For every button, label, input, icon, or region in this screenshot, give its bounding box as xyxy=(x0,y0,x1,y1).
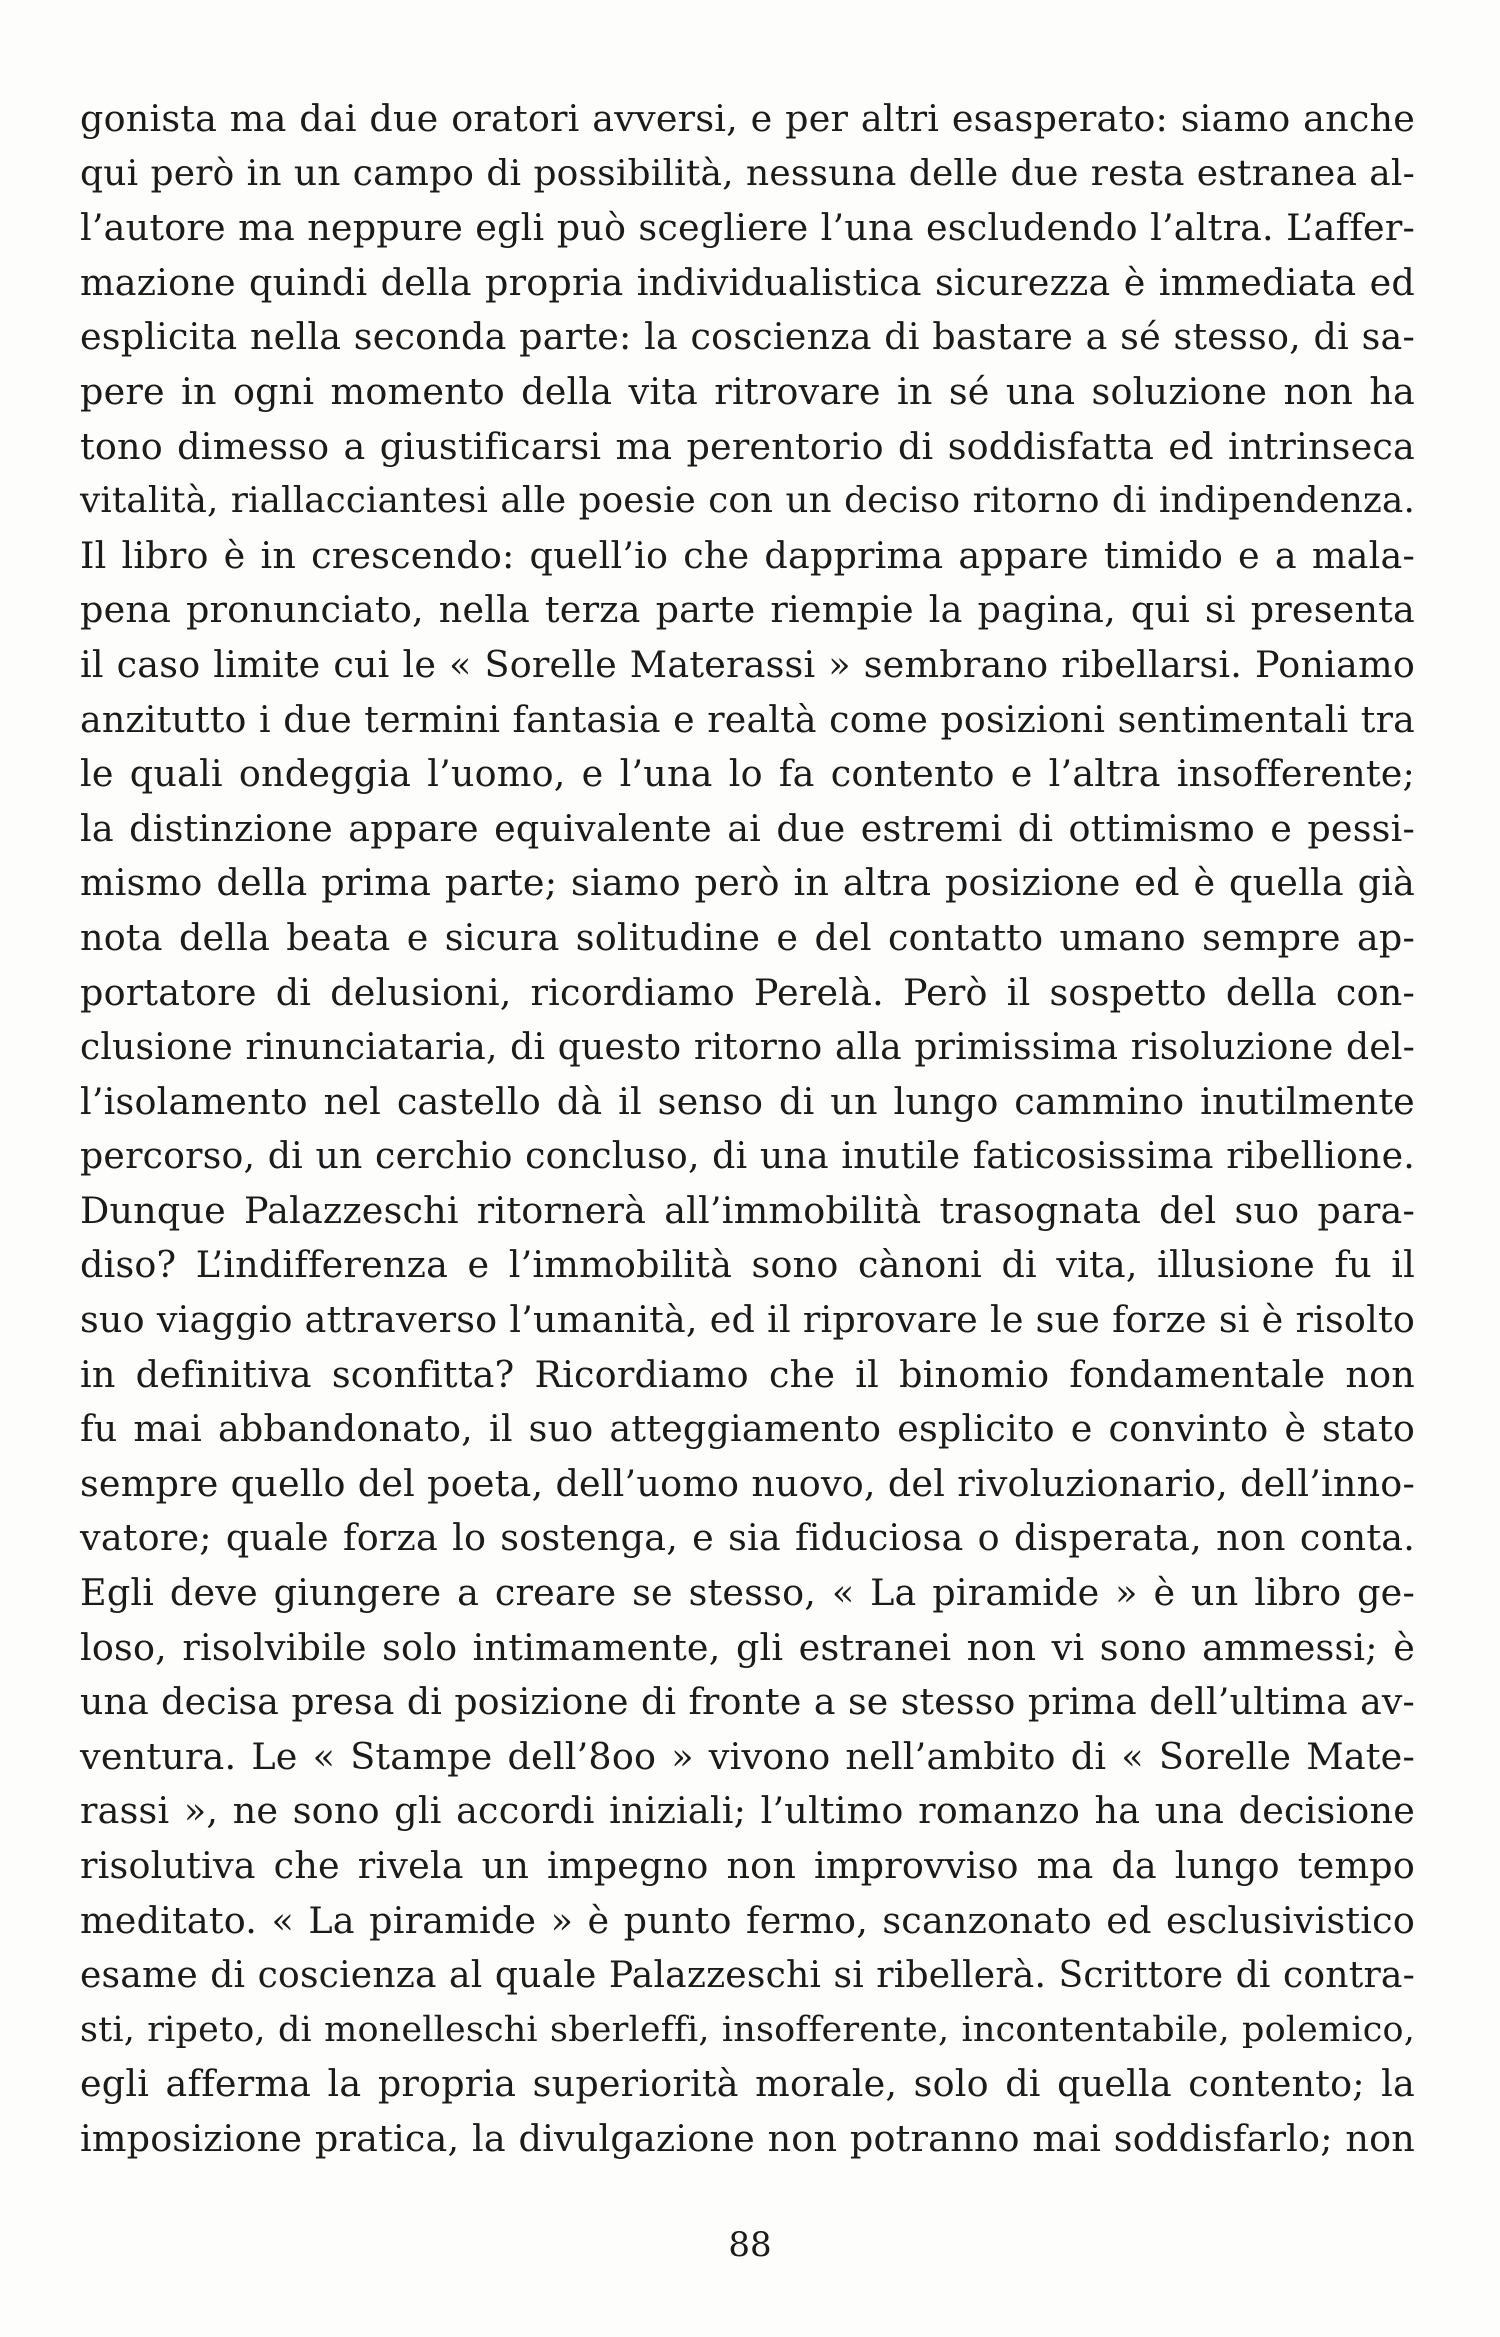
text-line: il caso limite cui le « Sorelle Materassi » sembrano ribellarsi. Poniamo xyxy=(80,642,1415,686)
text-line: fu mai abbandonato, il suo atteggiamento esplicito e convinto è stato xyxy=(80,1407,1415,1451)
text-line: mismo della prima parte; siamo però in altra posizione ed è quella già xyxy=(80,861,1415,905)
text-line: percorso, di un cerchio concluso, di una inutile faticosissima ribellione. xyxy=(80,1134,1415,1178)
text-line: vatore; quale forza lo sostenga, e sia fiduciosa o disperata, non conta. xyxy=(80,1516,1415,1560)
text-line: Egli deve giungere a creare se stesso, « La piramide » è un libro ge- xyxy=(80,1571,1415,1615)
text-line: meditato. « La piramide » è punto fermo, scanzonato ed esclusivistico xyxy=(80,1898,1415,1942)
text-line: portatore di delusioni, ricordiamo Perelà. Però il sospetto della con- xyxy=(80,970,1415,1014)
body-text xyxy=(80,92,1415,2167)
text-line: le quali ondeggia l’uomo, e l’una lo fa contento e l’altra insofferente; xyxy=(80,752,1415,796)
text-line: ventura. Le « Stampe dell’8oo » vivono nell’ambito di « Sorelle Mate- xyxy=(80,1734,1415,1778)
text-line: pena pronunciato, nella terza parte riempie la pagina, qui si presenta xyxy=(80,588,1415,632)
text-line: rassi », ne sono gli accordi iniziali; l’ultimo romanzo ha una decisione xyxy=(80,1789,1415,1833)
text-line: loso, risolvibile solo intimamente, gli estranei non vi sono ammessi; è xyxy=(80,1625,1415,1669)
text-line: Il libro è in crescendo: quell’io che dapprima appare timido e a mala- xyxy=(80,533,1415,577)
text-line: esame di coscienza al quale Palazzeschi si ribellerà. Scrittore di contra- xyxy=(80,1954,1415,1997)
text-line: l’isolamento nel castello dà il senso di un lungo cammino inutilmente xyxy=(80,1079,1415,1123)
text-line: egli afferma la propria superiorità morale, solo di quella contento; la xyxy=(80,2062,1415,2106)
text-line: mazione quindi della propria individualistica sicurezza è immediata ed xyxy=(80,260,1415,304)
text-line: in definitiva sconfitta? Ricordiamo che il binomio fondamentale non xyxy=(80,1352,1415,1396)
text-line: tono dimesso a giustificarsi ma perentorio di soddisfatta ed intrinseca xyxy=(80,424,1415,468)
text-line: suo viaggio attraverso l’umanità, ed il riprovare le sue forze si è risolto xyxy=(80,1298,1415,1342)
text-line: vitalità, riallacciantesi alle poesie con un deciso ritorno di indipendenza. xyxy=(80,480,1415,522)
text-line: sti, ripeto, di monelleschi sberleffi, insofferente, incontentabile, polemico, xyxy=(80,2009,1415,2050)
text-line: imposizione pratica, la divulgazione non potranno mai soddisfarlo; non xyxy=(80,2116,1415,2160)
text-line: qui però in un campo di possibilità, nessuna delle due resta estranea al- xyxy=(80,152,1415,194)
text-line: sempre quello del poeta, dell’uomo nuovo, del rivoluzionario, dell’inno- xyxy=(80,1461,1415,1505)
text-line: pere in ogni momento della vita ritrovare in sé una soluzione non ha xyxy=(80,369,1415,413)
text-line: clusione rinunciataria, di questo ritorno alla primissima risoluzione del- xyxy=(80,1026,1415,1069)
text-line: l’autore ma neppure egli può scegliere l’una escludendo l’altra. L’affer- xyxy=(80,206,1415,250)
text-line: una decisa presa di posizione di fronte a se stesso prima dell’ultima av- xyxy=(80,1680,1415,1724)
text-line: nota della beata e sicura solitudine e del contatto umano sempre ap- xyxy=(80,915,1415,959)
page-number: 88 xyxy=(728,2225,772,2265)
text-line: diso? L’indifferenza e l’immobilità sono cànoni di vita, illusione fu il xyxy=(80,1243,1415,1287)
text-line: Dunque Palazzeschi ritornerà all’immobilità trasognata del suo para- xyxy=(80,1188,1415,1232)
text-line: esplicita nella seconda parte: la coscienza di bastare a sé stesso, di sa- xyxy=(80,315,1415,359)
text-line: gonista ma dai due oratori avversi, e per altri esasperato: siamo anche xyxy=(80,97,1415,140)
text-line: anzitutto i due termini fantasia e realtà come posizioni sentimentali tra xyxy=(80,697,1415,741)
text-line: risolutiva che rivela un impegno non improvviso ma da lungo tempo xyxy=(80,1844,1415,1887)
text-line: la distinzione appare equivalente ai due estremi di ottimismo e pessi- xyxy=(80,806,1415,850)
